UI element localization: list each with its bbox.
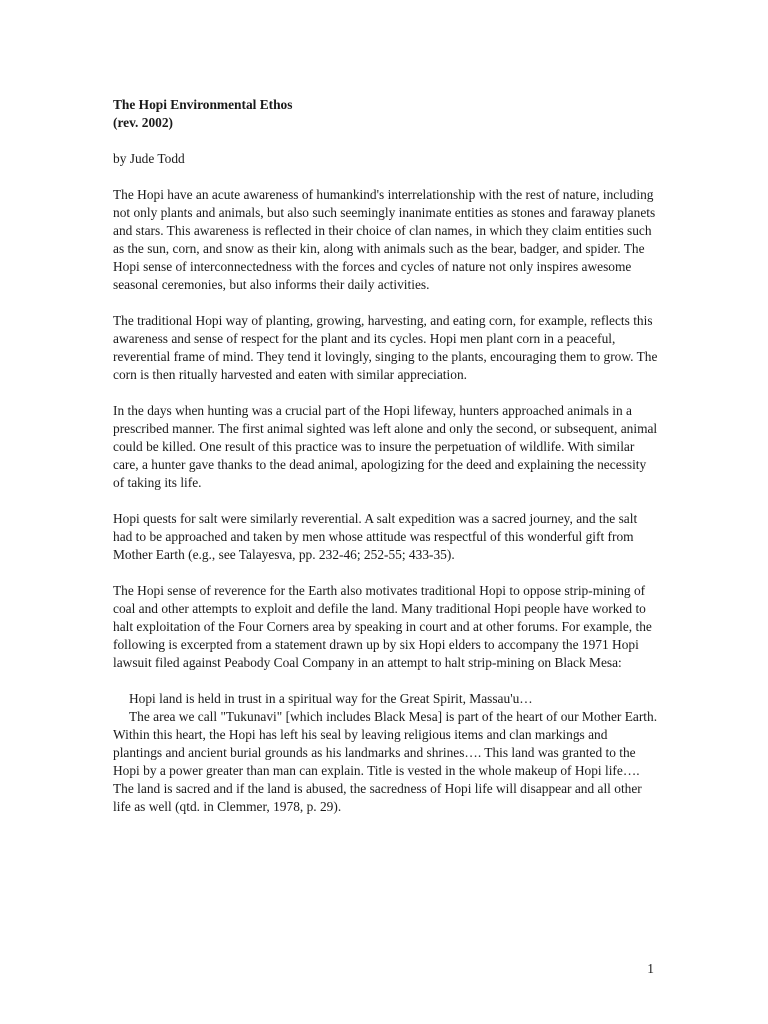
paragraph-1: The Hopi have an acute awareness of humankind's interrelationship with the rest of nature, including not only plants and animals, but also such seemingly inanimate entities as stones and faraway planets and stars. This awareness is reflected in their choice of clan names, in which they claim entities such as the sun, corn, and snow as their kin, along with animals such as the bear, badger, and spider. The Hopi sense of interconnectedness with the forces and cycles of nature not only inspires awesome seasonal ceremonies, but also informs their daily activities. <box>113 187 656 292</box>
document-body <box>113 96 658 816</box>
paragraph-4: Hopi quests for salt were similarly reverential. A salt expedition was a sacred journey, and the salt had to be approached and taken by men whose attitude was respectful of this wonderful gift from Mother Earth (e.g., see Talayesva, pp. 232-46; 252-55; 433-35). <box>113 511 638 562</box>
quote-paragraph-1: Hopi land is held in trust in a spiritual way for the Great Spirit, Massau'u… <box>129 691 533 706</box>
paragraph-5: The Hopi sense of reverence for the Earth also motivates traditional Hopi to oppose strip-mining of coal and other attempts to exploit and defile the land. Many traditional Hopi people have worked to halt exploitation of the Four Corners area by speaking in court and at other forums. For example, the following is excerpted from a statement drawn up by six Hopi elders to accompany the 1971 Hopi lawsuit filed against Peabody Coal Company in an attempt to halt strip-mining on Black Mesa: <box>113 583 652 670</box>
block-quote <box>113 690 658 816</box>
paragraph-3: In the days when hunting was a crucial part of the Hopi lifeway, hunters approached animals in a prescribed manner. The first animal sighted was left alone and only the second, or subsequent, animal could be killed. One result of this practice was to insure the perpetuation of wildlife. With similar care, a hunter gave thanks to the dead animal, apologizing for the deed and explaining the necessity of taking its life. <box>113 403 658 490</box>
page-number: 1 <box>647 961 654 976</box>
quote-paragraph-2: The area we call "Tukunavi" [which includes Black Mesa] is part of the heart of our Mother Earth. Within this heart, the Hopi has left his seal by leaving religious items and clan markings and plantings and ancient burial grounds as his landmarks and shrines…. This land was granted to the Hopi by a power greater than man can explain. Title is vested in the whole makeup of Hopi life…. The land is sacred and if the land is abused, the sacredness of Hopi life will disappear and all other life as well (qtd. in Clemmer, 1978, p. 29). <box>113 709 658 814</box>
document-title <box>113 96 658 132</box>
paragraph-2: The traditional Hopi way of planting, growing, harvesting, and eating corn, for example, reflects this awareness and sense of respect for the plant and its cycles. Hopi men plant corn in a peaceful, reverential frame of mind. They tend it lovingly, singing to the plants, encouraging them to grow. The corn is then ritually harvested and eaten with similar appreciation. <box>113 313 658 382</box>
byline: by Jude Todd <box>113 151 185 166</box>
title-line-1: The Hopi Environmental Ethos <box>113 97 293 112</box>
title-line-2: (rev. 2002) <box>113 115 173 130</box>
